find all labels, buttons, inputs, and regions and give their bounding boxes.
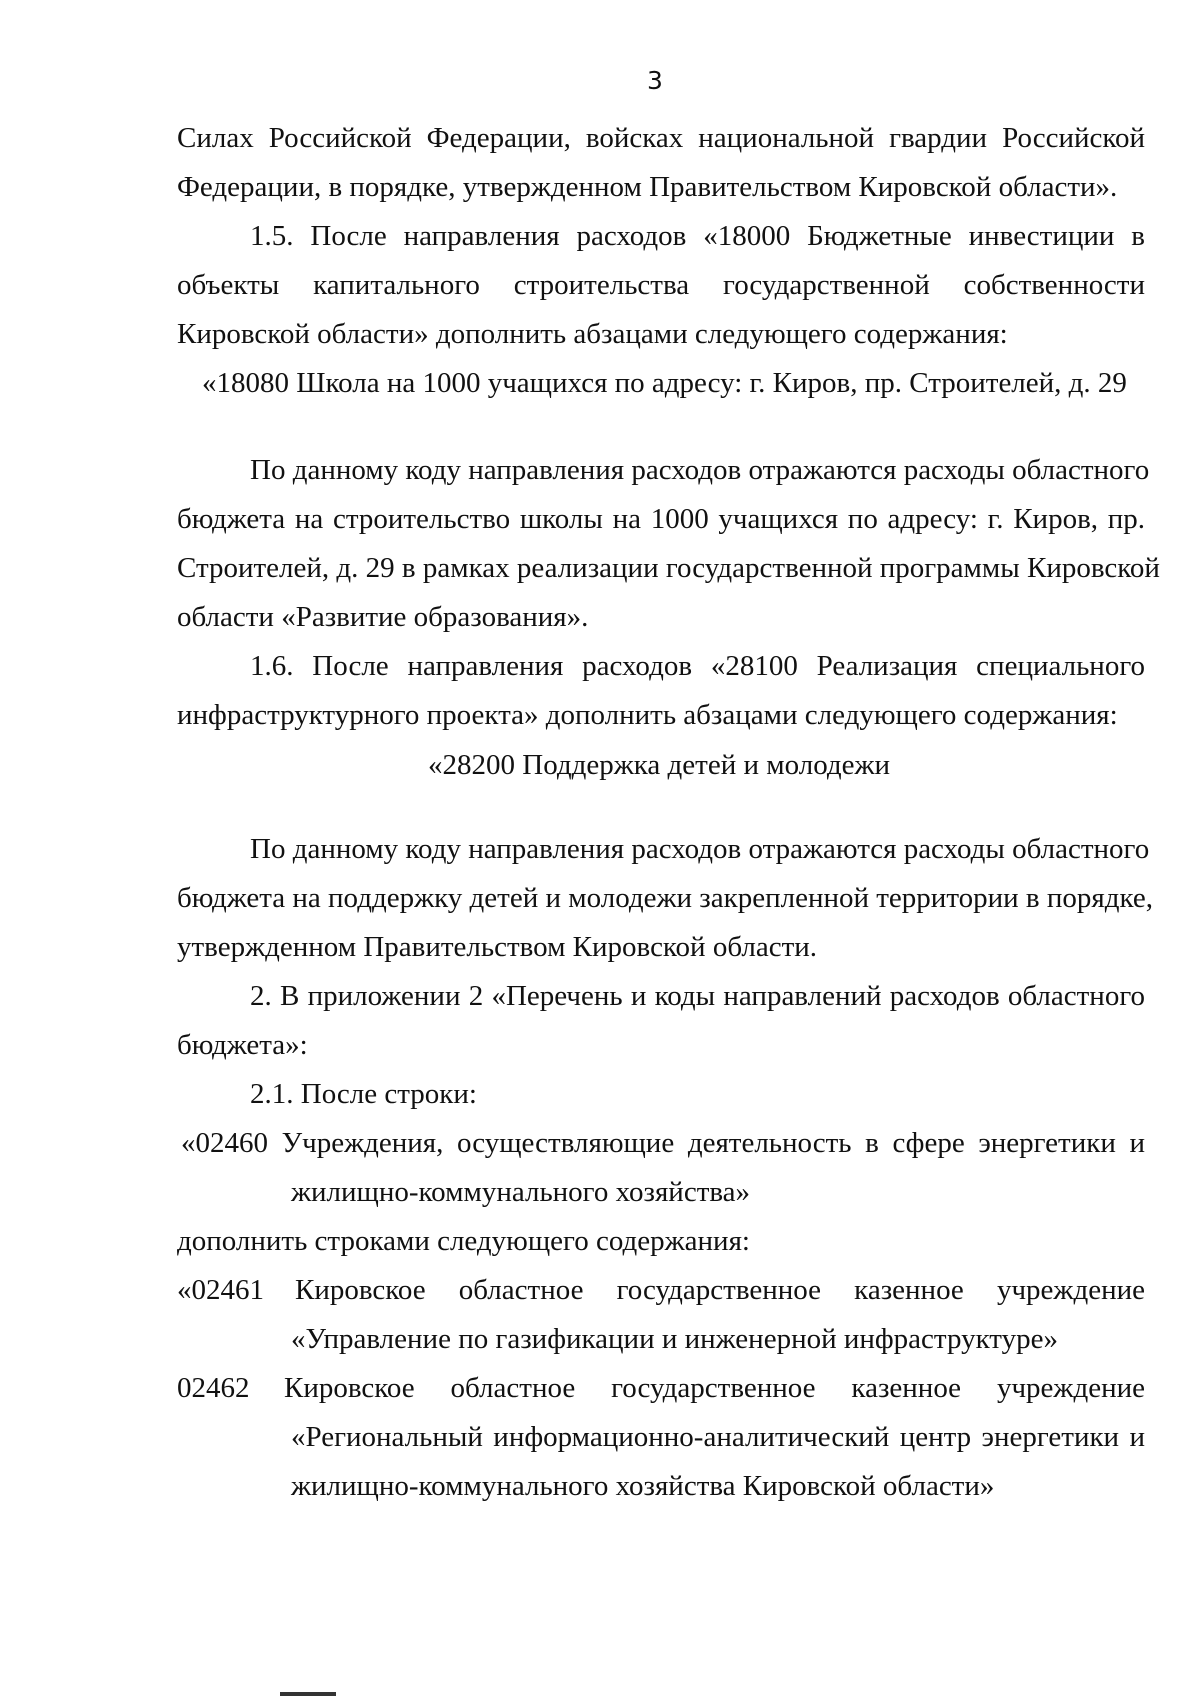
code-02460-line: «02460 Учреждения, осуществляющие деятельность в сфере энергетики и: [181, 1127, 1145, 1159]
text-line: дополнить строками следующего содержания:: [177, 1225, 750, 1257]
text-line: бюджета на поддержку детей и молодежи закрепленной территории в порядке,: [177, 882, 1153, 914]
text-line: «Региональный информационно-аналитический центр энергетики и: [291, 1421, 1145, 1453]
entry-02461-line: Кировское областное государственное казенное учреждение: [295, 1274, 1145, 1306]
code-28200-line: «28200 Поддержка детей и молодежи: [428, 749, 891, 781]
text-line: области «Развитие образования».: [177, 601, 589, 633]
text-line: Силах Российской Федерации, войсках национальной гвардии Российской: [177, 122, 1145, 154]
code-02461: «02461: [177, 1274, 264, 1306]
paragraph-line: По данному коду направления расходов отражаются расходы областного: [250, 833, 1150, 865]
code-18080-line: «18080 Школа на 1000 учащихся по адресу: г. Киров, пр. Строителей, д. 29: [202, 367, 1127, 399]
entry-02462-line: Кировское областное государственное казенное учреждение: [284, 1372, 1145, 1404]
text-line: инфраструктурного проекта» дополнить абзацами следующего содержания:: [177, 699, 1118, 731]
paragraph-2-line: 2. В приложении 2 «Перечень и коды направлений расходов областного: [250, 980, 1145, 1012]
text-line: Кировской области» дополнить абзацами следующего содержания:: [177, 318, 1008, 350]
code-02462: 02462: [177, 1372, 250, 1404]
text-line: Федерации, в порядке, утвержденном Правительством Кировской области».: [177, 171, 1118, 203]
page-number: 3: [647, 66, 663, 95]
scan-artifact-mark: [280, 1692, 336, 1696]
paragraph-1-5-line: 1.5. После направления расходов «18000 Бюджетные инвестиции в: [250, 220, 1145, 252]
text-line: утвержденном Правительством Кировской области.: [177, 931, 818, 963]
text-line: «Управление по газификации и инженерной инфраструктуре»: [291, 1323, 1058, 1355]
paragraph-line: По данному коду направления расходов отражаются расходы областного: [250, 454, 1150, 486]
paragraph-2-1-line: 2.1. После строки:: [250, 1078, 477, 1110]
text-line: объекты капитального строительства государственной собственности: [177, 269, 1145, 301]
text-line: жилищно-коммунального хозяйства»: [291, 1176, 751, 1208]
text-line: бюджета»:: [177, 1029, 308, 1061]
paragraph-1-6-line: 1.6. После направления расходов «28100 Реализация специального: [250, 650, 1145, 682]
text-line: бюджета на строительство школы на 1000 учащихся по адресу: г. Киров, пр.: [177, 503, 1145, 535]
text-line: жилищно-коммунального хозяйства Кировской области»: [291, 1470, 995, 1502]
text-line: Строителей, д. 29 в рамках реализации государственной программы Кировской: [177, 552, 1160, 584]
